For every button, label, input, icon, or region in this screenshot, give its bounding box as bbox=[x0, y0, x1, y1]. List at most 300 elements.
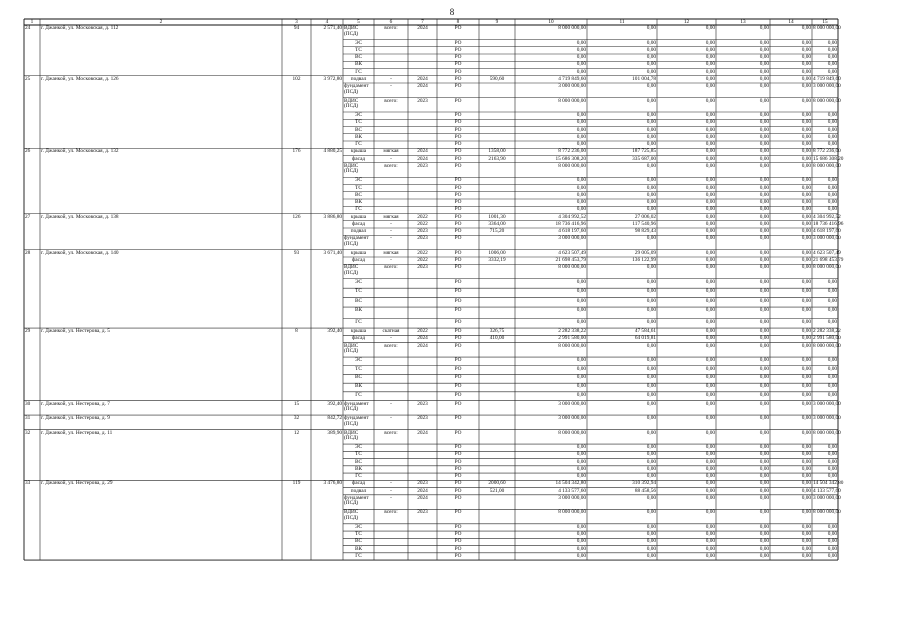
cost-col15: 3 000 000,00 bbox=[813, 415, 841, 422]
cost-col11: 0,00 bbox=[646, 429, 656, 436]
work-type: фундамент (ПСД) bbox=[344, 235, 369, 247]
apartments bbox=[282, 61, 311, 68]
apartments bbox=[282, 119, 311, 126]
cost-col12: 0,00 bbox=[705, 494, 715, 501]
cost-col15: 8 000 000,00 bbox=[813, 162, 841, 169]
total-area bbox=[311, 383, 343, 392]
cost-col14: 0,00 bbox=[801, 54, 811, 60]
roof-type bbox=[374, 279, 408, 288]
cost-col13: 0,00 bbox=[759, 415, 769, 422]
cost-col11: 0,00 bbox=[646, 112, 656, 118]
cost-col14: 0,00 bbox=[801, 61, 811, 68]
cost-col14: 0,00 bbox=[801, 400, 811, 407]
apartments bbox=[282, 98, 311, 113]
table-row bbox=[24, 366, 838, 375]
cost-col14: 0,00 bbox=[801, 184, 811, 191]
total-area bbox=[311, 288, 343, 297]
work-type: ВС bbox=[354, 126, 363, 133]
roof-type: - bbox=[390, 155, 392, 162]
funding-source: РО bbox=[454, 552, 462, 559]
year bbox=[408, 383, 437, 392]
funding-source: РО bbox=[454, 415, 462, 422]
cost-col14: 0,00 bbox=[801, 25, 811, 31]
cost-col14: 0,00 bbox=[801, 335, 811, 342]
cost-col15: 0,00 bbox=[827, 451, 837, 458]
cost-col12: 0,00 bbox=[705, 25, 715, 31]
cost-col15: 0,00 bbox=[827, 133, 837, 140]
table-row bbox=[24, 451, 838, 458]
cost-col14: 0,00 bbox=[801, 228, 811, 234]
volume bbox=[479, 112, 515, 119]
cost-total: 8 000 000,00 bbox=[558, 342, 586, 349]
apartments bbox=[282, 141, 311, 148]
row-number bbox=[24, 488, 40, 495]
cost-col13: 0,00 bbox=[759, 487, 769, 494]
cost-col11: 0,00 bbox=[646, 357, 656, 364]
cost-col12: 0,00 bbox=[705, 487, 715, 494]
work-type: крыша bbox=[350, 148, 367, 155]
table-row bbox=[24, 494, 841, 510]
cost-col11: 0,00 bbox=[646, 494, 656, 501]
cost-col12: 0,00 bbox=[705, 264, 715, 271]
cost-total: 3 000 000,00 bbox=[558, 400, 586, 407]
roof-type: - bbox=[390, 75, 392, 82]
cost-col13: 0,00 bbox=[759, 133, 769, 140]
row-number bbox=[24, 177, 40, 184]
total-area bbox=[311, 163, 343, 178]
volume bbox=[479, 374, 515, 383]
apartments bbox=[282, 538, 311, 545]
cost-col11: 0,00 bbox=[646, 162, 656, 169]
cost-col15: 0,00 bbox=[827, 545, 837, 552]
work-type: ВК bbox=[354, 307, 363, 314]
cost-col15: 0,00 bbox=[827, 365, 837, 372]
funding-source: РО bbox=[454, 199, 462, 205]
cost-total: 8 772 236,00 bbox=[558, 148, 586, 155]
cost-total: 0,00 bbox=[576, 39, 586, 46]
cost-total: 0,00 bbox=[576, 199, 586, 205]
work-type: ВС bbox=[354, 191, 363, 198]
cost-col15: 3 000 000,00 bbox=[813, 400, 841, 407]
year bbox=[408, 524, 437, 531]
table-row bbox=[24, 415, 841, 430]
row-number bbox=[24, 279, 40, 288]
year bbox=[408, 177, 437, 184]
cost-col13: 0,00 bbox=[759, 473, 769, 480]
row-number bbox=[24, 61, 40, 68]
address bbox=[40, 466, 282, 473]
roof-type bbox=[374, 134, 408, 141]
roof-type bbox=[374, 69, 408, 76]
cost-col12: 0,00 bbox=[705, 307, 715, 314]
funding-source: РО bbox=[454, 249, 462, 256]
cost-col15: 0,00 bbox=[827, 318, 837, 325]
cost-col13: 0,00 bbox=[759, 531, 769, 538]
work-type: фундамент (ПСД) bbox=[344, 494, 369, 507]
cost-col14: 0,00 bbox=[801, 97, 811, 104]
year bbox=[408, 127, 437, 134]
year: 2022 bbox=[417, 257, 428, 263]
roof-type bbox=[374, 466, 408, 473]
cost-col11: 0,00 bbox=[646, 141, 656, 147]
work-type: ГС bbox=[355, 473, 362, 480]
cost-total: 0,00 bbox=[576, 46, 586, 53]
cost-col12: 0,00 bbox=[705, 155, 715, 162]
header-col-11: 11 bbox=[619, 19, 625, 25]
volume bbox=[479, 473, 515, 480]
volume bbox=[479, 134, 515, 141]
cost-col12: 0,00 bbox=[705, 328, 715, 335]
cost-col12: 0,00 bbox=[705, 126, 715, 133]
funding-source: РО bbox=[454, 191, 462, 198]
table-row bbox=[24, 319, 838, 328]
apartments bbox=[282, 127, 311, 134]
year: 2023 bbox=[417, 235, 428, 242]
year bbox=[408, 69, 437, 76]
work-type: ГС bbox=[355, 318, 362, 325]
total-area bbox=[311, 357, 343, 366]
cost-col14: 0,00 bbox=[801, 545, 811, 552]
cost-col13: 0,00 bbox=[759, 220, 769, 227]
roof-type: всего: bbox=[384, 162, 398, 169]
total-area bbox=[311, 54, 343, 61]
row-number bbox=[24, 127, 40, 134]
roof-type bbox=[374, 383, 408, 392]
table-row bbox=[24, 112, 838, 119]
address bbox=[40, 374, 282, 383]
work-type: ВДИС (ПСД) bbox=[344, 97, 359, 110]
cost-col15: 4 304 992,52 bbox=[813, 213, 841, 220]
total-area bbox=[311, 61, 343, 68]
cost-col15: 4 719 849,60 bbox=[813, 75, 841, 82]
year bbox=[408, 319, 437, 328]
cost-col13: 0,00 bbox=[759, 494, 769, 501]
roof-type: мягкая bbox=[383, 249, 399, 256]
work-type: фасад bbox=[351, 220, 366, 227]
cost-col13: 0,00 bbox=[759, 342, 769, 349]
roof-type bbox=[374, 288, 408, 297]
table-row bbox=[24, 127, 838, 134]
cost-col14: 0,00 bbox=[801, 415, 811, 422]
total-area bbox=[311, 40, 343, 47]
cost-col11: 0,00 bbox=[646, 545, 656, 552]
roof-type bbox=[374, 192, 408, 199]
roof-type: всего: bbox=[384, 509, 398, 516]
apartments bbox=[282, 235, 311, 250]
volume: 1001,30 bbox=[488, 213, 506, 220]
cost-total: 0,00 bbox=[576, 119, 586, 126]
volume bbox=[479, 235, 515, 250]
apartments: 15 bbox=[293, 400, 300, 407]
cost-col15: 0,00 bbox=[827, 126, 837, 133]
cost-total: 0,00 bbox=[576, 54, 586, 60]
cost-col15: 2 282 338,22 bbox=[813, 328, 841, 335]
volume: 3364,00 bbox=[488, 220, 506, 227]
cost-col12: 0,00 bbox=[705, 318, 715, 325]
funding-source: РО bbox=[454, 374, 462, 381]
volume bbox=[479, 307, 515, 319]
cost-total: 4 719 849,60 bbox=[558, 75, 586, 82]
cost-col13: 0,00 bbox=[759, 318, 769, 325]
roof-type bbox=[374, 127, 408, 134]
cost-col11: 101 004,78 bbox=[632, 75, 656, 82]
work-type: подвал bbox=[350, 75, 367, 82]
apartments: 93 bbox=[293, 249, 300, 256]
year bbox=[408, 459, 437, 466]
volume bbox=[479, 392, 515, 401]
total-area bbox=[311, 206, 343, 213]
apartments bbox=[282, 264, 311, 279]
table-row bbox=[24, 213, 841, 221]
cost-col12: 0,00 bbox=[705, 523, 715, 530]
cost-total: 0,00 bbox=[576, 126, 586, 133]
table-row bbox=[24, 531, 838, 538]
cost-col15: 8 000 000,00 bbox=[813, 342, 841, 349]
cost-col12: 0,00 bbox=[705, 473, 715, 480]
apartments bbox=[282, 383, 311, 392]
cost-col13: 0,00 bbox=[759, 126, 769, 133]
roof-type: всего: bbox=[384, 342, 398, 349]
cost-col15: 0,00 bbox=[827, 68, 837, 75]
apartments bbox=[282, 553, 311, 560]
cost-col14: 0,00 bbox=[801, 451, 811, 458]
cost-col14: 0,00 bbox=[801, 155, 811, 162]
cost-col13: 0,00 bbox=[759, 288, 769, 295]
year bbox=[408, 199, 437, 206]
cost-total: 0,00 bbox=[576, 391, 586, 398]
apartments: 32 bbox=[293, 415, 300, 422]
cost-col11: 310 392,94 bbox=[632, 480, 656, 487]
cost-col11: 0,00 bbox=[646, 119, 656, 126]
address bbox=[40, 156, 282, 163]
cost-col12: 0,00 bbox=[705, 39, 715, 46]
cost-col14: 0,00 bbox=[801, 148, 811, 155]
cost-col13: 0,00 bbox=[759, 112, 769, 118]
roof-type bbox=[374, 141, 408, 148]
cost-col11: 0,00 bbox=[646, 133, 656, 140]
cost-col14: 0,00 bbox=[801, 429, 811, 436]
cost-total: 3 000 000,00 bbox=[558, 83, 586, 89]
cost-total: 0,00 bbox=[576, 383, 586, 390]
funding-source: РО bbox=[454, 141, 462, 147]
year: 2023 bbox=[417, 228, 428, 234]
row-number: 32 bbox=[25, 429, 31, 436]
roof-type bbox=[374, 177, 408, 184]
total-area bbox=[311, 199, 343, 206]
cost-total: 0,00 bbox=[576, 61, 586, 68]
roof-type bbox=[374, 307, 408, 319]
year bbox=[408, 451, 437, 458]
funding-source: РО bbox=[454, 155, 462, 162]
address bbox=[40, 98, 282, 113]
cost-col13: 0,00 bbox=[759, 391, 769, 398]
cost-col12: 0,00 bbox=[705, 220, 715, 227]
roof-type bbox=[374, 553, 408, 560]
volume: 2163,90 bbox=[488, 155, 506, 162]
funding-source: РО bbox=[454, 112, 462, 118]
cost-total: 0,00 bbox=[576, 141, 586, 147]
apartments: 94 bbox=[293, 25, 300, 31]
address: г. Джанкой, ул. Московская, д. 140 bbox=[41, 249, 119, 256]
row-number bbox=[24, 83, 40, 98]
cost-col11: 27 006,02 bbox=[634, 213, 656, 220]
volume bbox=[479, 531, 515, 538]
cost-col15: 0,00 bbox=[827, 552, 837, 559]
cost-col14: 0,00 bbox=[801, 328, 811, 335]
table-row bbox=[24, 546, 838, 553]
apartments bbox=[282, 509, 311, 524]
year: 2024 bbox=[417, 342, 428, 349]
header-col-4: 4 bbox=[325, 19, 329, 25]
work-type: фасад bbox=[351, 155, 366, 162]
roof-type bbox=[374, 298, 408, 307]
cost-col13: 0,00 bbox=[759, 141, 769, 147]
roof-type bbox=[374, 319, 408, 328]
total-area bbox=[311, 119, 343, 126]
address bbox=[40, 54, 282, 61]
roof-type bbox=[374, 112, 408, 119]
cost-col14: 0,00 bbox=[801, 206, 811, 213]
apartments bbox=[282, 546, 311, 553]
address bbox=[40, 343, 282, 358]
total-area bbox=[311, 531, 343, 538]
cost-col11: 0,00 bbox=[646, 199, 656, 205]
cost-total: 2 991 580,00 bbox=[558, 335, 586, 342]
cost-col11: 0,00 bbox=[646, 451, 656, 458]
work-type: ВДИС (ПСД) bbox=[344, 342, 359, 355]
roof-type: мягкая bbox=[383, 213, 399, 220]
year: 2023 bbox=[417, 400, 428, 407]
cost-col11: 335 687,00 bbox=[632, 155, 656, 162]
page-number: 8 bbox=[449, 7, 455, 17]
address: г. Джанкой, ул. Нестерова, д. 7 bbox=[41, 400, 110, 407]
cost-col15: 14 504 342,80 bbox=[813, 480, 844, 487]
apartments bbox=[282, 206, 311, 213]
cost-col12: 0,00 bbox=[705, 97, 715, 104]
cost-col12: 0,00 bbox=[705, 191, 715, 198]
cost-col14: 0,00 bbox=[801, 126, 811, 133]
row-number bbox=[24, 509, 40, 524]
volume bbox=[479, 264, 515, 279]
cost-col13: 0,00 bbox=[759, 458, 769, 465]
funding-source: РО bbox=[454, 97, 462, 104]
cost-col11: 0,00 bbox=[646, 184, 656, 191]
volume bbox=[479, 459, 515, 466]
table-row bbox=[24, 69, 838, 76]
funding-source: РО bbox=[454, 523, 462, 530]
funding-source: РО bbox=[454, 46, 462, 53]
apartments bbox=[282, 279, 311, 288]
cost-total: 8 000 000,00 bbox=[558, 509, 586, 516]
roof-type: - bbox=[390, 487, 392, 494]
cost-col15: 15 686 308,20 bbox=[813, 155, 844, 162]
cost-col11: 0,00 bbox=[646, 415, 656, 422]
volume bbox=[479, 83, 515, 98]
cost-col13: 0,00 bbox=[759, 307, 769, 314]
cost-col11: 88 458,56 bbox=[634, 487, 656, 494]
row-number bbox=[24, 235, 40, 250]
total-area bbox=[311, 366, 343, 375]
cost-col14: 0,00 bbox=[801, 257, 811, 263]
year bbox=[408, 185, 437, 192]
table-row bbox=[24, 228, 841, 235]
roof-type bbox=[374, 392, 408, 401]
year bbox=[408, 538, 437, 545]
funding-source: РО bbox=[454, 297, 462, 304]
cost-col14: 0,00 bbox=[801, 75, 811, 82]
funding-source: РО bbox=[454, 133, 462, 140]
cost-col13: 0,00 bbox=[759, 264, 769, 271]
cost-col11: 0,00 bbox=[646, 509, 656, 516]
volume bbox=[479, 119, 515, 126]
funding-source: РО bbox=[454, 264, 462, 271]
total-area bbox=[311, 451, 343, 458]
cost-col14: 0,00 bbox=[801, 473, 811, 480]
cost-col12: 0,00 bbox=[705, 357, 715, 364]
roof-type bbox=[374, 40, 408, 47]
cost-total: 21 698 453,79 bbox=[555, 257, 586, 263]
year bbox=[408, 192, 437, 199]
cost-col12: 0,00 bbox=[705, 552, 715, 559]
table-row bbox=[24, 357, 838, 366]
year bbox=[408, 279, 437, 288]
cost-col15: 4 618 197,60 bbox=[813, 228, 841, 234]
cost-total: 0,00 bbox=[576, 307, 586, 314]
work-type: ЭС bbox=[354, 112, 363, 118]
funding-source: РО bbox=[454, 538, 462, 545]
address bbox=[40, 221, 282, 228]
header-col-7: 7 bbox=[421, 19, 424, 25]
cost-col11: 0,00 bbox=[646, 264, 656, 271]
cost-col14: 0,00 bbox=[801, 278, 811, 285]
cost-col14: 0,00 bbox=[801, 162, 811, 169]
total-area bbox=[311, 524, 343, 531]
funding-source: РО bbox=[454, 487, 462, 494]
apartments bbox=[282, 392, 311, 401]
total-area: 3 476,80 bbox=[323, 480, 342, 487]
total-area: 3 972,80 bbox=[323, 75, 342, 82]
table-row bbox=[24, 509, 841, 524]
funding-source: РО bbox=[454, 206, 462, 213]
funding-source: РО bbox=[454, 335, 462, 342]
cost-total: 0,00 bbox=[576, 552, 586, 559]
apartments bbox=[282, 357, 311, 366]
cost-total: 4 618 197,60 bbox=[558, 228, 586, 234]
funding-source: РО bbox=[454, 458, 462, 465]
row-number bbox=[24, 374, 40, 383]
funding-source: РО bbox=[454, 318, 462, 325]
cost-col12: 0,00 bbox=[705, 75, 715, 82]
total-area bbox=[311, 392, 343, 401]
cost-col15: 0,00 bbox=[827, 473, 837, 480]
cost-col15: 3 000 000,00 bbox=[813, 494, 841, 501]
total-area: 842,72 bbox=[327, 415, 342, 422]
cost-col12: 0,00 bbox=[705, 480, 715, 487]
volume bbox=[479, 98, 515, 113]
table-row bbox=[24, 335, 841, 342]
apartments: 119 bbox=[292, 480, 301, 487]
volume bbox=[479, 69, 515, 76]
total-area bbox=[311, 69, 343, 76]
total-area bbox=[311, 538, 343, 545]
roof-type bbox=[374, 61, 408, 68]
cost-col12: 0,00 bbox=[705, 228, 715, 234]
address bbox=[40, 288, 282, 297]
work-type: ГС bbox=[355, 68, 362, 75]
row-number bbox=[24, 546, 40, 553]
funding-source: РО bbox=[454, 184, 462, 191]
total-area: 392,40 bbox=[327, 400, 342, 407]
